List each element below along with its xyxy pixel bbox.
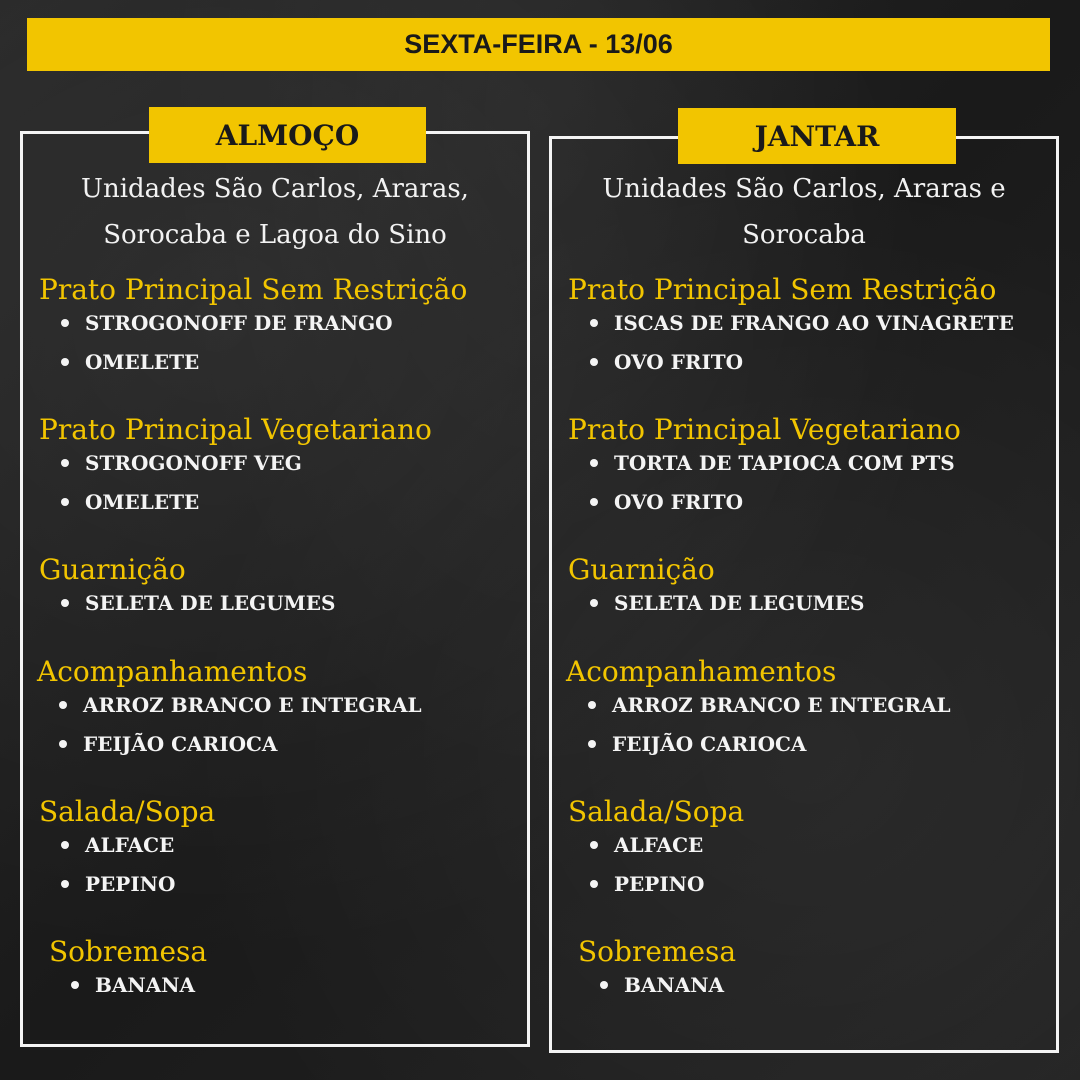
lunch-panel bbox=[20, 118, 530, 1047]
item-label: BANANA bbox=[95, 973, 196, 997]
section-title: Sobremesa bbox=[578, 935, 737, 968]
dinner-title bbox=[678, 108, 956, 164]
item-label: SELETA DE LEGUMES bbox=[614, 591, 865, 615]
dinner-title-label: JANTAR bbox=[754, 119, 880, 153]
item-label: ISCAS DE FRANGO AO VINAGRETE bbox=[614, 311, 1014, 335]
item-label: OVO FRITO bbox=[614, 350, 744, 374]
bullet-icon bbox=[590, 599, 598, 607]
item-label: FEIJÃO CARIOCA bbox=[83, 732, 278, 756]
list-item bbox=[39, 830, 517, 869]
section-title: Acompanhamentos bbox=[37, 655, 308, 688]
section-title: Acompanhamentos bbox=[566, 655, 837, 688]
item-label: SELETA DE LEGUMES bbox=[85, 591, 336, 615]
lunch-units bbox=[33, 166, 517, 258]
bullet-icon bbox=[590, 880, 598, 888]
list-item bbox=[568, 448, 1046, 487]
item-label: PEPINO bbox=[85, 872, 176, 896]
section-title: Prato Principal Sem Restrição bbox=[39, 273, 468, 306]
dinner-units-line-2: Sorocaba bbox=[742, 220, 866, 250]
dinner-section-dessert bbox=[578, 934, 1046, 1009]
list-item bbox=[568, 830, 1046, 869]
bullet-icon bbox=[588, 701, 596, 709]
list-item bbox=[566, 690, 1046, 729]
lunch-title-label: ALMOÇO bbox=[215, 118, 360, 152]
lunch-title bbox=[149, 107, 426, 163]
item-label: PEPINO bbox=[614, 872, 705, 896]
lunch-units-line-1: Unidades São Carlos, Araras, bbox=[81, 174, 469, 204]
list-item bbox=[37, 729, 517, 768]
lunch-units-line-2: Sorocaba e Lagoa do Sino bbox=[103, 220, 447, 250]
list-item bbox=[39, 347, 517, 386]
section-title: Prato Principal Vegetariano bbox=[568, 413, 961, 446]
section-title: Guarnição bbox=[39, 553, 186, 586]
dinner-section-accompaniments bbox=[566, 654, 1046, 768]
dinner-section-veg bbox=[568, 412, 1046, 526]
section-title: Sobremesa bbox=[49, 935, 208, 968]
bullet-icon bbox=[59, 740, 67, 748]
list-item bbox=[49, 970, 517, 1009]
bullet-icon bbox=[59, 701, 67, 709]
day-banner bbox=[27, 18, 1050, 71]
list-item bbox=[568, 869, 1046, 908]
item-label: ALFACE bbox=[614, 833, 704, 857]
bullet-icon bbox=[61, 841, 69, 849]
bullet-icon bbox=[61, 880, 69, 888]
item-label: OMELETE bbox=[85, 490, 200, 514]
section-title: Prato Principal Sem Restrição bbox=[568, 273, 997, 306]
lunch-section-side bbox=[39, 552, 517, 627]
dinner-section-salad bbox=[568, 794, 1046, 908]
bullet-icon bbox=[588, 740, 596, 748]
bullet-icon bbox=[61, 358, 69, 366]
section-title: Salada/Sopa bbox=[568, 795, 745, 828]
bullet-icon bbox=[61, 599, 69, 607]
bullet-icon bbox=[590, 358, 598, 366]
list-item bbox=[37, 690, 517, 729]
item-label: ARROZ BRANCO E INTEGRAL bbox=[612, 693, 951, 717]
bullet-icon bbox=[590, 459, 598, 467]
dinner-panel bbox=[549, 119, 1059, 1053]
lunch-section-accompaniments bbox=[37, 654, 517, 768]
bullet-icon bbox=[61, 319, 69, 327]
item-label: BANANA bbox=[624, 973, 725, 997]
lunch-section-dessert bbox=[49, 934, 517, 1009]
dinner-section-side bbox=[568, 552, 1046, 627]
list-item bbox=[39, 869, 517, 908]
bullet-icon bbox=[590, 319, 598, 327]
item-label: STROGONOFF VEG bbox=[85, 451, 302, 475]
item-label: STROGONOFF DE FRANGO bbox=[85, 311, 393, 335]
bullet-icon bbox=[61, 498, 69, 506]
list-item bbox=[39, 487, 517, 526]
bullet-icon bbox=[61, 459, 69, 467]
list-item bbox=[578, 970, 1046, 1009]
item-label: FEIJÃO CARIOCA bbox=[612, 732, 807, 756]
item-label: ALFACE bbox=[85, 833, 175, 857]
item-label: OVO FRITO bbox=[614, 490, 744, 514]
section-title: Salada/Sopa bbox=[39, 795, 216, 828]
dinner-section-main bbox=[568, 272, 1046, 386]
section-title: Prato Principal Vegetariano bbox=[39, 413, 432, 446]
bullet-icon bbox=[71, 981, 79, 989]
lunch-section-salad bbox=[39, 794, 517, 908]
bullet-icon bbox=[600, 981, 608, 989]
dinner-units-line-1: Unidades São Carlos, Araras e bbox=[602, 174, 1006, 204]
list-item bbox=[568, 347, 1046, 386]
list-item bbox=[568, 308, 1046, 347]
item-label: TORTA DE TAPIOCA COM PTS bbox=[614, 451, 955, 475]
item-label: ARROZ BRANCO E INTEGRAL bbox=[83, 693, 422, 717]
lunch-section-main bbox=[39, 272, 517, 386]
list-item bbox=[566, 729, 1046, 768]
dinner-units bbox=[562, 166, 1046, 258]
bullet-icon bbox=[590, 841, 598, 849]
bullet-icon bbox=[590, 498, 598, 506]
list-item bbox=[39, 308, 517, 347]
section-title: Guarnição bbox=[568, 553, 715, 586]
list-item bbox=[568, 487, 1046, 526]
list-item bbox=[39, 448, 517, 487]
item-label: OMELETE bbox=[85, 350, 200, 374]
list-item bbox=[568, 588, 1046, 627]
day-title: SEXTA-FEIRA - 13/06 bbox=[404, 29, 673, 59]
list-item bbox=[39, 588, 517, 627]
lunch-section-veg bbox=[39, 412, 517, 526]
